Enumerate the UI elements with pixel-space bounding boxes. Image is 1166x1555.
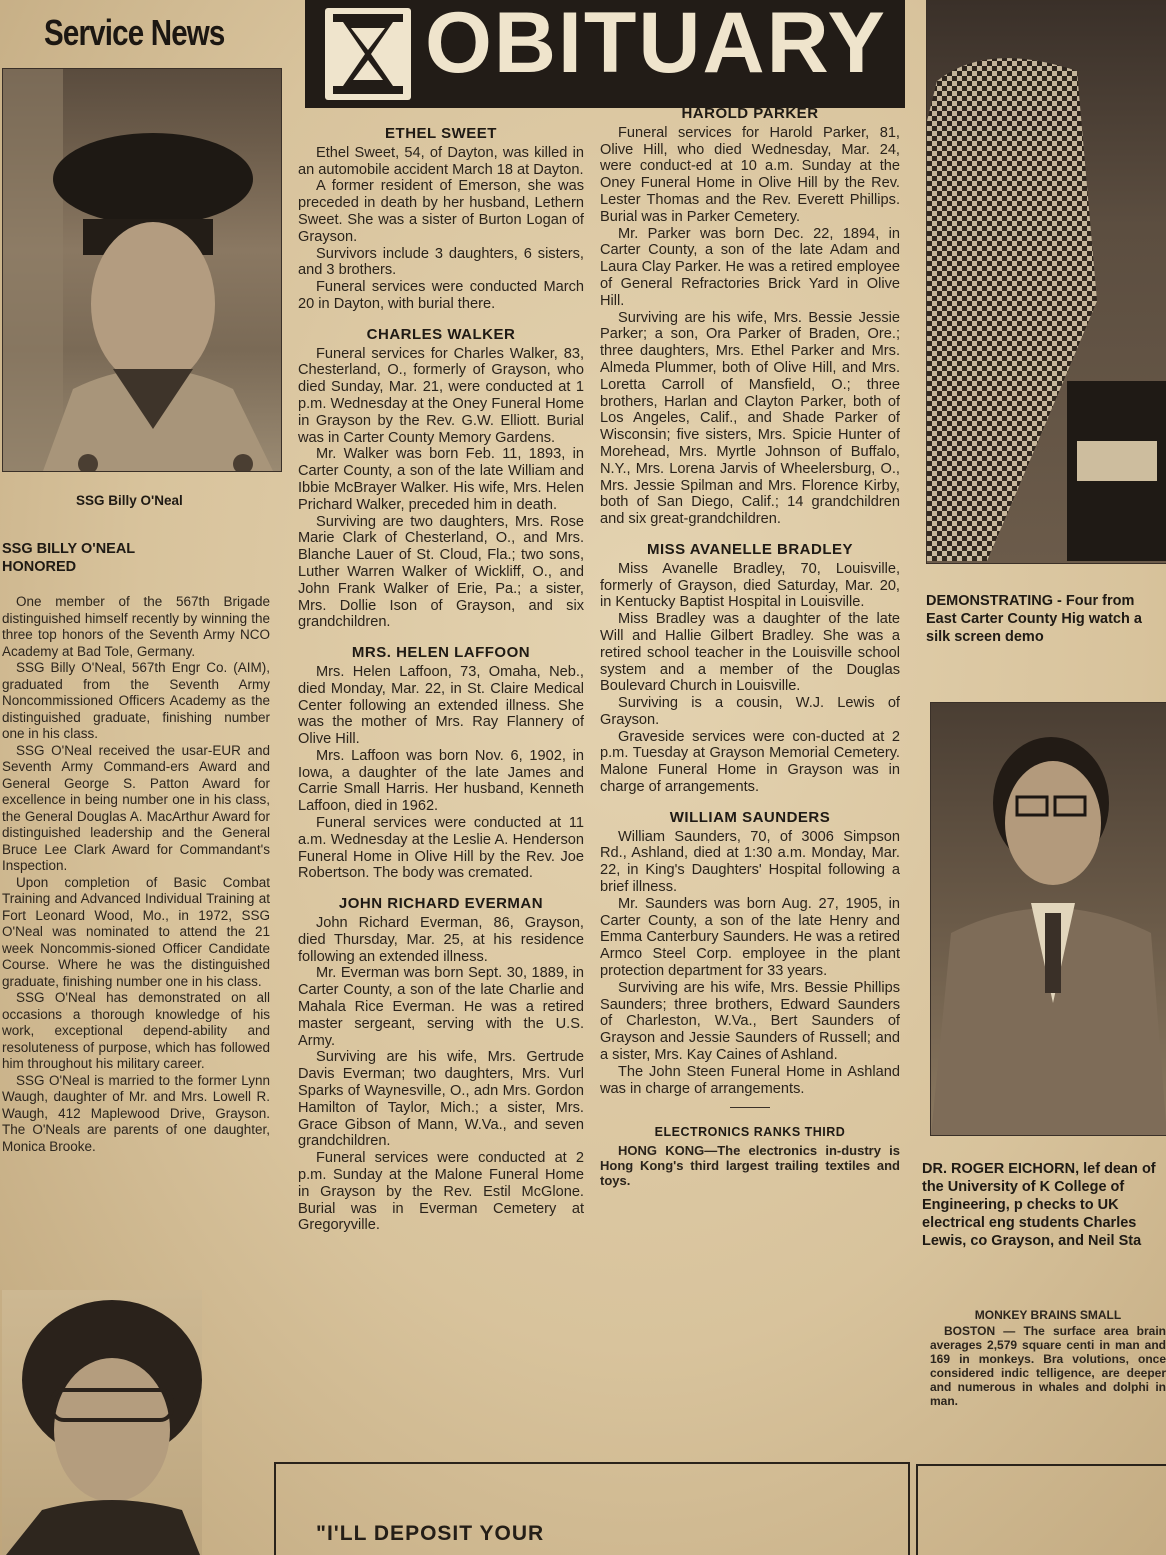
obit-name: HAROLD PARKER: [681, 106, 819, 122]
paragraph: Funeral services for Charles Walker, 83, Chesterland, O., formerly of Grayson, who died Sunday, Mar. 21, were conducted at 1 p.m. Wednesday at the Oney Funeral Home in Grayson by the Rev. G.W. Elliott. Burial was in Carter County Memory Gardens.: [298, 345, 584, 446]
caption-demonstrating: DEMONSTRATING - Four from East Carter County Hig watch a silk screen demo: [926, 593, 1142, 645]
paragraph: Mr. Saunders was born Aug. 27, 1905, in Carter County, a son of the late Henry and Emma Canterbury Saunders. He was a retired Armco Steel Corp. employee in the plant protection department for 33 years.: [600, 895, 900, 980]
student-portrait-icon: [2, 1290, 202, 1555]
paragraph: Surviving are two daughters, Mrs. Rose Marie Clark of Chesterland, O., and Mrs. Blanche Lauer of St. Cloud, Fla.; two sons, Luther Warren Walker of Wickliff, O., and John Frank Walker of Erie, Pa.; a sister, Mrs. Dollie Ison of Grayson, and six grandchildren.: [298, 513, 584, 631]
photo-caption-soldier: SSG Billy O'Neal: [76, 493, 183, 508]
monkey-brains-brief: [930, 1308, 1166, 1458]
obit-name: JOHN RICHARD EVERMAN: [338, 895, 544, 913]
photo-student: [2, 1290, 202, 1555]
paragraph: SSG O'Neal has demonstrated on all occasions a thorough knowledge of his work, exceptional depend-ability and resoluteness of purpose, which has followed him throughout his military career.: [2, 990, 270, 1071]
obit-name: MISS AVANELLE BRADLEY: [646, 540, 854, 558]
paragraph: Upon completion of Basic Combat Training and Advanced Individual Training at Fort Leonard Wood, Mo., in 1972, SSG O'Neal was nominated to attend the 21 week Noncommis-sioned Officer Candidate Course. Where he was the distinguished graduate, finishing number one in his class.: [2, 874, 270, 989]
service-news-article: [2, 540, 270, 1280]
paragraph: Miss Avanelle Bradley, 70, Louisville, formerly of Grayson, died Saturday, Mar. 20, in Kentucky Baptist Hospital in Louisville.: [600, 560, 900, 611]
headline-line-2: HONORED: [2, 559, 77, 575]
paragraph: Surviving are his wife, Mrs. Bessie Jessie Parker; a son, Ora Parker of Braden, Ore.; three daughters, Mrs. Ethel Parker and Mrs. Almeda Plummer, both of Olive Hill, and Mrs. Loretta Carroll of Mansfield, O.; three brothers, Harlan and Clayton Parker, both of Los Angeles, Calif., and Shade Parker of Wisconsin; five sisters, Mrs. Spicie Hunter of Morehead, Mrs. Myrtle Johnson of Buffalo, N.Y., Mrs. Lorena Jarvis of Wheelersburg, O., Mrs. Jessie Spilman and Mrs. Florence Kirby, both of San Diego, Calif.; 14 grandchildren and six great-grandchildren.: [600, 309, 900, 528]
paragraph: Funeral services were conducted March 20 in Dayton, with burial there.: [298, 279, 584, 312]
service-news-title: Service News: [44, 12, 225, 53]
obit-name: WILLIAM SAUNDERS: [669, 808, 831, 826]
obituary-banner: [305, 0, 905, 108]
obit-name: ETHEL SWEET: [385, 126, 497, 142]
paragraph: SSG O'Neal is married to the former Lynn Waugh, daughter of Mr. and Mrs. Lowell R. Waugh, 412 Maplewood Drive, Grayson. The O'Neals are parents of one daughter, Monica Brooke.: [2, 1072, 270, 1154]
paragraph: Mr. Walker was born Feb. 11, 1893, in Carter County, a son of the late William and Ibbie McBrayer Walker. His wife, Mrs. Helen Prichard Walker, preceded him in death.: [298, 446, 584, 513]
paragraph: Surviving are his wife, Mrs. Bessie Phillips Saunders; three brothers, Edward Saunders of Charleston, W.Va., Bert Saunders of Grayson and Jessie Saunders of Russell; and a sister, Mrs. Kay Caines of Ashland.: [600, 979, 900, 1064]
paragraph: Graveside services were con-ducted at 2 p.m. Tuesday at Grayson Memorial Cemetery. Malone Funeral Home in Grayson was in charge of arrangements.: [600, 728, 900, 796]
paragraph: A former resident of Emerson, she was preceded in death by her husband, Lethern Sweet. She was a sister of Burton Logan of Grayson.: [298, 178, 584, 245]
paragraph: Ethel Sweet, 54, of Dayton, was killed in an automobile accident March 18 at Dayton.: [298, 144, 584, 178]
caption-dean: DR. ROGER EICHORN, lef dean of the University of K College of Engineering, p checks to UK electrical eng students Charles Lewis, co Grayson, and Neil Sta: [922, 1161, 1156, 1249]
article-body: [2, 594, 270, 1155]
photo-dean: [930, 702, 1166, 1136]
paragraph: Mrs. Laffoon was born Nov. 6, 1902, in Iowa, a daughter of the late James and Carrie Small Harris. Her husband, Kenneth Laffoon, died in 1962.: [298, 747, 584, 815]
obituary-column-2: [600, 106, 900, 1496]
paragraph: One member of the 567th Brigade distinguished himself recently by winning the three top honors of the Seventh Army NCO Academy at Bad Tole, Germany.: [2, 594, 270, 659]
obituary-column-1: [298, 126, 584, 1471]
obit-name: CHARLES WALKER: [366, 325, 516, 343]
brief-headline: MONKEY BRAINS SMALL: [974, 1308, 1122, 1322]
paragraph: Funeral services for Harold Parker, 81, Olive Hill, who died Wednesday, Mar. 24, were conduct-ed at 10 a.m. Sunday at the Oney Funeral Home in Olive Hill by the Rev. Lester Thomas and the Rev. Everett Phillips. Burial was in Parker Cemetery.: [600, 124, 900, 225]
headline-line-1: SSG BILLY O'NEAL: [2, 541, 136, 557]
paragraph: John Richard Everman, 86, Grayson, died Thursday, Mar. 25, at his residence following an extended illness.: [298, 915, 584, 965]
photo-demonstrating: [926, 0, 1166, 564]
paragraph: Mr. Parker was born Dec. 22, 1894, in Carter County, a son of the late Adam and Laura Clay Parker. He was a retired employee of General Refractories Brick Yard in Olive Hill.: [600, 225, 900, 309]
paragraph: SSG O'Neal received the usar-EUR and Seventh Army Command-ers Award and General George S. Patton Award for excellence in being number one in his class, the General Douglas A. MacArthur Award for distinguished leadership and the General Bruce Lee Clark Award for Commandant's Inspection.: [2, 742, 270, 873]
ad-headline: "I'LL DEPOSIT YOUR: [316, 1522, 545, 1545]
paragraph: Miss Bradley was a daughter of the late Will and Hallie Gilbert Bradley. She was a retired school teacher in the Louisville school system and a member of the Douglas Boulevard Church in Louisville.: [600, 611, 900, 695]
brief-text: BOSTON — The surface area brain averages 2,579 square centi in man and 169 in monkeys. Bra volutions, once considered indic telligence, are deeper and numerous in whales and dolphi in man.: [930, 1324, 1166, 1408]
paragraph: Funeral services were conducted at 11 a.m. Wednesday at the Leslie A. Henderson Funeral Home in Olive Hill by the Rev. Joe Robertson. The body was cremated.: [298, 815, 584, 882]
paragraph: Surviving is a cousin, W.J. Lewis of Grayson.: [600, 695, 900, 728]
advertisement-box: [274, 1462, 910, 1555]
hourglass-icon: [325, 8, 411, 100]
silk-screen-demo-icon: [927, 1, 1166, 563]
paragraph: Mr. Everman was born Sept. 30, 1889, in Carter County, a son of the late Charlie and Mahala Rice Everman. He was a retired master sergeant, serving with the U.S. Army.: [298, 965, 584, 1049]
paragraph: Funeral services were conducted at 2 p.m. Sunday at the Malone Funeral Home in Grayson by the Rev. Estil McGlone. Burial was in Everman Cemetery at Gregoryville.: [298, 1150, 584, 1234]
brief-headline: ELECTRONICS RANKS THIRD: [654, 1125, 846, 1140]
paragraph: Surviving are his wife, Mrs. Gertrude Davis Everman; two daughters, Mrs. Vurl Sparks of Waynesville, O., adn Mrs. Gordon Hamilton of Taylor, Mich.; a sister, Mrs. Grace Gibson of Mann, W.Va., and seven grandchildren.: [298, 1049, 584, 1150]
obituary-title: OBITUARY: [425, 0, 887, 91]
article-headline: [2, 540, 270, 576]
paragraph: Mrs. Helen Laffoon, 73, Omaha, Neb., died Monday, Mar. 22, in St. Claire Medical Center following an extended illness. She was the mother of Mrs. Ray Flannery of Olive Hill.: [298, 663, 584, 748]
paragraph: The John Steen Funeral Home in Ashland was in charge of arrangements.: [600, 1063, 900, 1097]
soldier-portrait-icon: [3, 69, 281, 471]
paragraph: SSG Billy O'Neal, 567th Engr Co. (AIM), graduated from the Seventh Army Noncommissioned Officers Academy as the distinguished graduate, finishing number one in his class.: [2, 660, 270, 741]
paragraph: William Saunders, 70, of 3006 Simpson Rd., Ashland, died at 1:30 a.m. Monday, Mar. 22, in King's Daughters' Hospital following a brief illness.: [600, 828, 900, 896]
obit-name: MRS. HELEN LAFFOON: [351, 644, 531, 662]
brief-text: HONG KONG—The electronics in-dustry is Hong Kong's third largest trailing textiles and toys.: [600, 1143, 900, 1189]
divider: [730, 1107, 770, 1108]
advertisement-box-right: [916, 1464, 1166, 1555]
paragraph: Survivors include 3 daughters, 6 sisters, and 3 brothers.: [298, 245, 584, 279]
dean-portrait-icon: [931, 703, 1166, 1135]
photo-soldier: [2, 68, 282, 472]
